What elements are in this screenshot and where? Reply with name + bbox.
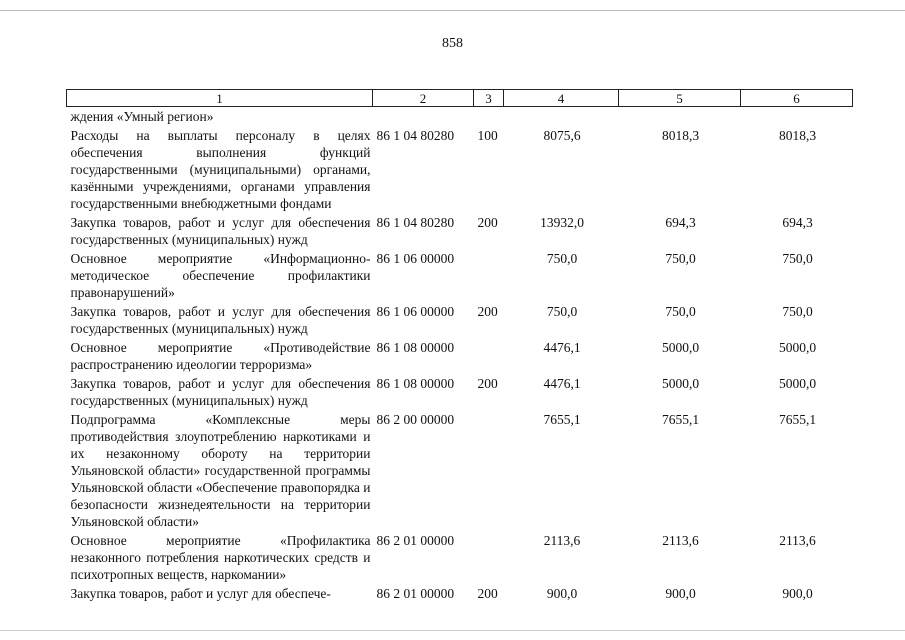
row-value-6: 7655,1 [778, 412, 817, 427]
row-description: ждения «Умный регион» [70, 109, 214, 124]
table-row [67, 338, 853, 374]
row-value-5: 750,0 [665, 251, 696, 266]
table-row [67, 249, 853, 302]
col-header-1: 1 [67, 90, 373, 107]
scan-top-edge-line [0, 10, 905, 11]
row-code [373, 107, 474, 127]
scan-bottom-edge-line [0, 630, 905, 631]
row-description: Закупка товаров, работ и услуг для обеспечения государственных (муниципальных) нужд [70, 304, 371, 336]
table-row [67, 584, 853, 603]
row-description: Основное мероприятие «Профилактика незаконного потребления наркотических средств и психотропных веществ, наркомании» [70, 533, 371, 582]
row-description: Закупка товаров, работ и услуг для обеспечения государственных (муниципальных) нужд [70, 376, 371, 408]
row-value-4: 8075,6 [543, 128, 581, 143]
row-description: Расходы на выплаты персоналу в целях обеспечения выполнения функций государственными (муниципальными) органами, казёнными учреждениями, органами управления государственными внебюджетными фондами [70, 128, 371, 211]
row-value-6: 8018,3 [778, 128, 817, 143]
row-value-5: 900,0 [665, 586, 696, 601]
row-expense-type [474, 107, 504, 127]
col-header-3: 3 [474, 90, 504, 107]
row-code: 86 1 06 00000 [376, 304, 455, 319]
col-header-5: 5 [619, 90, 741, 107]
row-value-6: 694,3 [782, 215, 813, 230]
col-header-2: 2 [373, 90, 474, 107]
budget-table [66, 89, 853, 603]
row-value-4: 4476,1 [543, 376, 581, 391]
table-row [67, 213, 853, 249]
row-expense-type: 100 [477, 128, 498, 143]
row-code: 86 1 04 80280 [376, 215, 455, 230]
table-header-row [67, 90, 853, 107]
row-code: 86 1 08 00000 [376, 376, 455, 391]
row-value-6: 2113,6 [779, 533, 816, 548]
row-value-6: 900,0 [782, 586, 813, 601]
row-expense-type: 200 [477, 215, 498, 230]
table-row [67, 107, 853, 127]
row-value-5 [619, 107, 741, 127]
row-value-6 [741, 107, 853, 127]
row-value-4: 750,0 [546, 304, 578, 319]
row-value-6: 5000,0 [778, 376, 817, 391]
row-description: Подпрограмма «Комплексные меры противодействия злоупотреблению наркотиками и их незаконному обороту на территории Ульяновской области» государственной программы Ульяновской области «Обеспечение правопорядка и безопасности жизнедеятельности на территории Ульяновской области» [70, 412, 371, 529]
row-value-6: 750,0 [782, 304, 813, 319]
row-expense-type: 200 [477, 586, 498, 601]
col-header-4: 4 [504, 90, 619, 107]
row-value-4: 750,0 [546, 251, 578, 266]
table-row [67, 302, 853, 338]
row-value-4: 4476,1 [543, 340, 581, 355]
row-value-6: 5000,0 [778, 340, 817, 355]
row-expense-type: 200 [477, 376, 498, 391]
row-value-4: 13932,0 [540, 215, 584, 230]
row-expense-type [474, 249, 504, 302]
table-row [67, 126, 853, 213]
table-row [67, 374, 853, 410]
table-row [67, 531, 853, 584]
page-number: 858 [442, 36, 463, 51]
row-code: 86 2 00 00000 [376, 412, 455, 427]
row-value-5: 7655,1 [661, 412, 700, 427]
row-value-4: 2113,6 [543, 533, 581, 548]
row-value-5: 694,3 [665, 215, 696, 230]
row-expense-type [474, 338, 504, 374]
row-expense-type: 200 [477, 304, 498, 319]
row-code: 86 1 06 00000 [376, 251, 455, 266]
row-value-5: 5000,0 [661, 376, 700, 391]
row-description: Основное мероприятие «Информационно-методическое обеспечение профилактики правонарушений» [70, 251, 371, 300]
row-code: 86 1 04 80280 [376, 128, 455, 143]
row-value-6: 750,0 [782, 251, 813, 266]
row-value-5: 2113,6 [662, 533, 699, 548]
row-value-5: 750,0 [665, 304, 696, 319]
row-expense-type [474, 410, 504, 531]
table-row [67, 410, 853, 531]
row-description: Закупка товаров, работ и услуг для обеспече- [70, 586, 331, 601]
row-value-4: 900,0 [546, 586, 578, 601]
row-value-5: 8018,3 [661, 128, 700, 143]
row-description: Закупка товаров, работ и услуг для обеспечения государственных (муниципальных) нужд [70, 215, 371, 247]
row-code: 86 2 01 00000 [376, 586, 455, 601]
row-value-4: 7655,1 [543, 412, 581, 427]
col-header-6: 6 [741, 90, 853, 107]
row-code: 86 1 08 00000 [376, 340, 455, 355]
row-value-5: 5000,0 [661, 340, 700, 355]
row-description: Основное мероприятие «Противодействие распространению идеологии терроризма» [70, 340, 371, 372]
row-expense-type [474, 531, 504, 584]
row-value-4 [504, 107, 619, 127]
row-code: 86 2 01 00000 [376, 533, 455, 548]
